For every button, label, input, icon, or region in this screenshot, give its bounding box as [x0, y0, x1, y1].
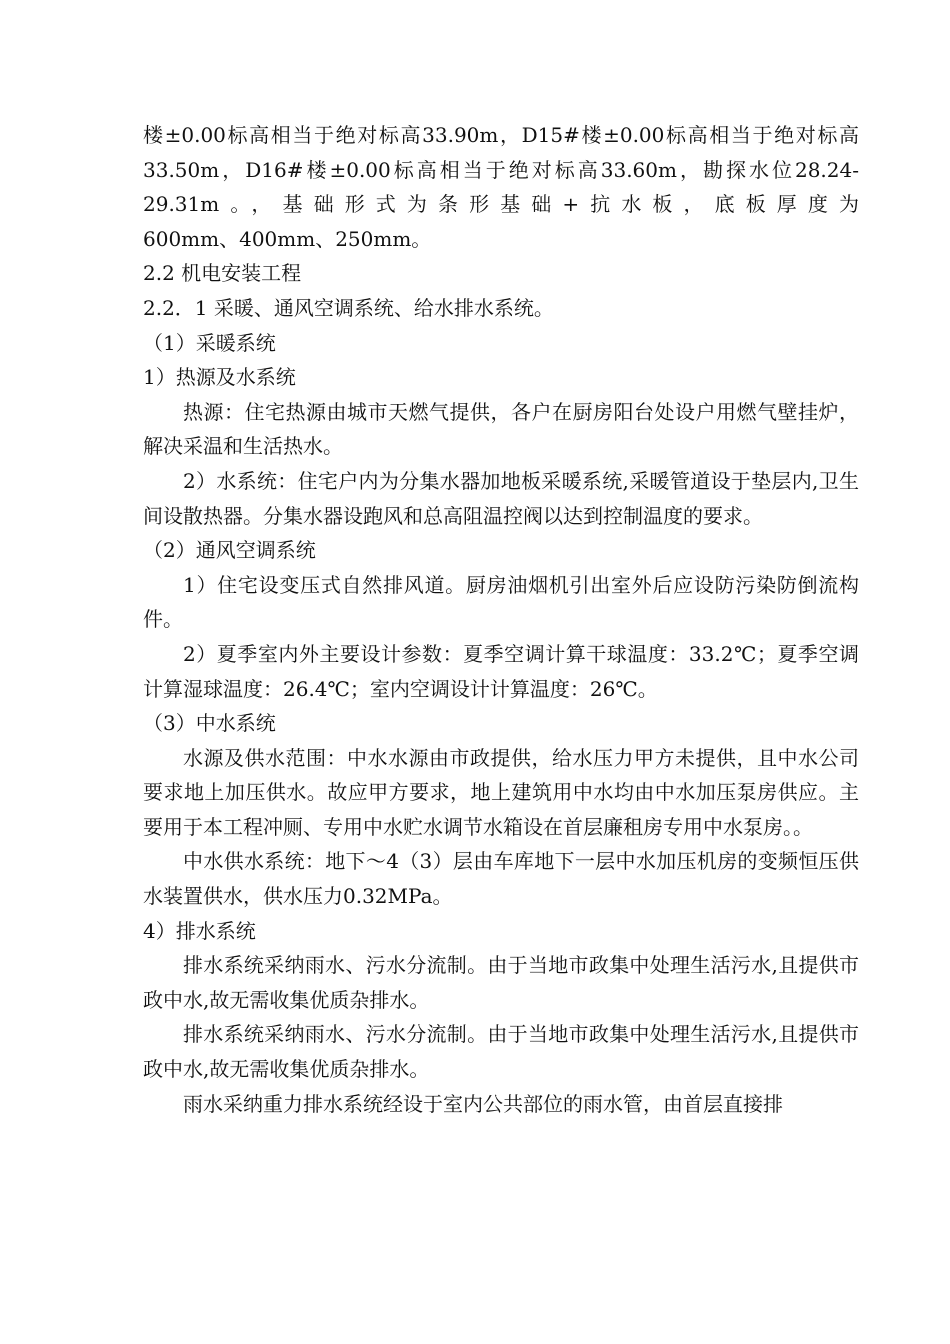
paragraph-reclaimed-supply-system: 中水供水系统：地下～4（3）层由车库地下一层中水加压机房的变频恒压供水装置供水，供水压力0.32MPa。: [143, 849, 859, 909]
paragraph-water-system: 2）水系统：住宅户内为分集水器加地板采暖系统,采暖管道设于垫层内,卫生间设散热器。分集水器设跑风和总高阻温控阀以达到控制温度的要求。: [143, 468, 859, 528]
subsection-reclaimed-water: （3）中水系统: [143, 711, 276, 736]
item-drainage-system: 4）排水系统: [143, 918, 256, 943]
paragraph-water-source-supply: 水源及供水范围：中水水源由市政提供，给水压力甲方未提供，且中水公司要求地上加压供水。故应甲方要求，地上建筑用中水均由中水加压泵房供应。主要用于本工程冲厕、专用中水贮水调节水箱设在首层廉租房专用中水泵房。。: [143, 745, 859, 839]
paragraph-drainage-1: 排水系统采纳雨水、污水分流制。由于当地市政集中处理生活污水,且提供市政中水,故无需收集优质杂排水。: [143, 953, 859, 1012]
paragraph-elevation-line-4: 600mm、400mm、250mm。: [143, 226, 432, 251]
paragraph-design-parameters: 2）夏季室内外主要设计参数：夏季空调计算干球温度：33.2℃；夏季空调计算湿球温度：26.4℃；室内空调设计计算温度：26℃。: [143, 641, 859, 701]
document-body: [143, 118, 859, 1121]
item-heat-source-water-system: 1）热源及水系统: [143, 365, 296, 390]
paragraph-exhaust-duct: 1）住宅设变压式自然排风道。厨房油烟机引出室外后应设防污染防倒流构件。: [143, 572, 859, 632]
paragraph-elevation-line-2: 33.50m，D16#楼±0.00标高相当于绝对标高33.60m，勘探水位28.24-: [143, 157, 859, 182]
paragraph-rainwater: 雨水采纳重力排水系统经设于室内公共部位的雨水管，由首层直接排: [183, 1091, 783, 1116]
paragraph-drainage-2: 排水系统采纳雨水、污水分流制。由于当地市政集中处理生活污水,且提供市政中水,故无需收集优质杂排水。: [143, 1022, 859, 1082]
subsection-heating-system: （1）采暖系统: [143, 330, 276, 355]
subsection-ventilation-ac: （2）通风空调系统: [143, 538, 316, 563]
section-heading-2-2: 2.2 机电安装工程: [143, 261, 302, 286]
paragraph-elevation-line-1: 楼±0.00标高相当于绝对标高33.90m，D15#楼±0.00标高相当于绝对标高: [143, 123, 859, 147]
paragraph-elevation-line-3: 29.31m。，基础形式为条形基础+抗水板，底板厚度为: [143, 192, 859, 217]
section-heading-2-2-1: 2.2．1 采暖、通风空调系统、给水排水系统。: [143, 295, 554, 320]
paragraph-heat-source: 热源：住宅热源由城市天燃气提供，各户在厨房阳台处设户用燃气壁挂炉，解决采温和生活热水。: [143, 399, 859, 459]
